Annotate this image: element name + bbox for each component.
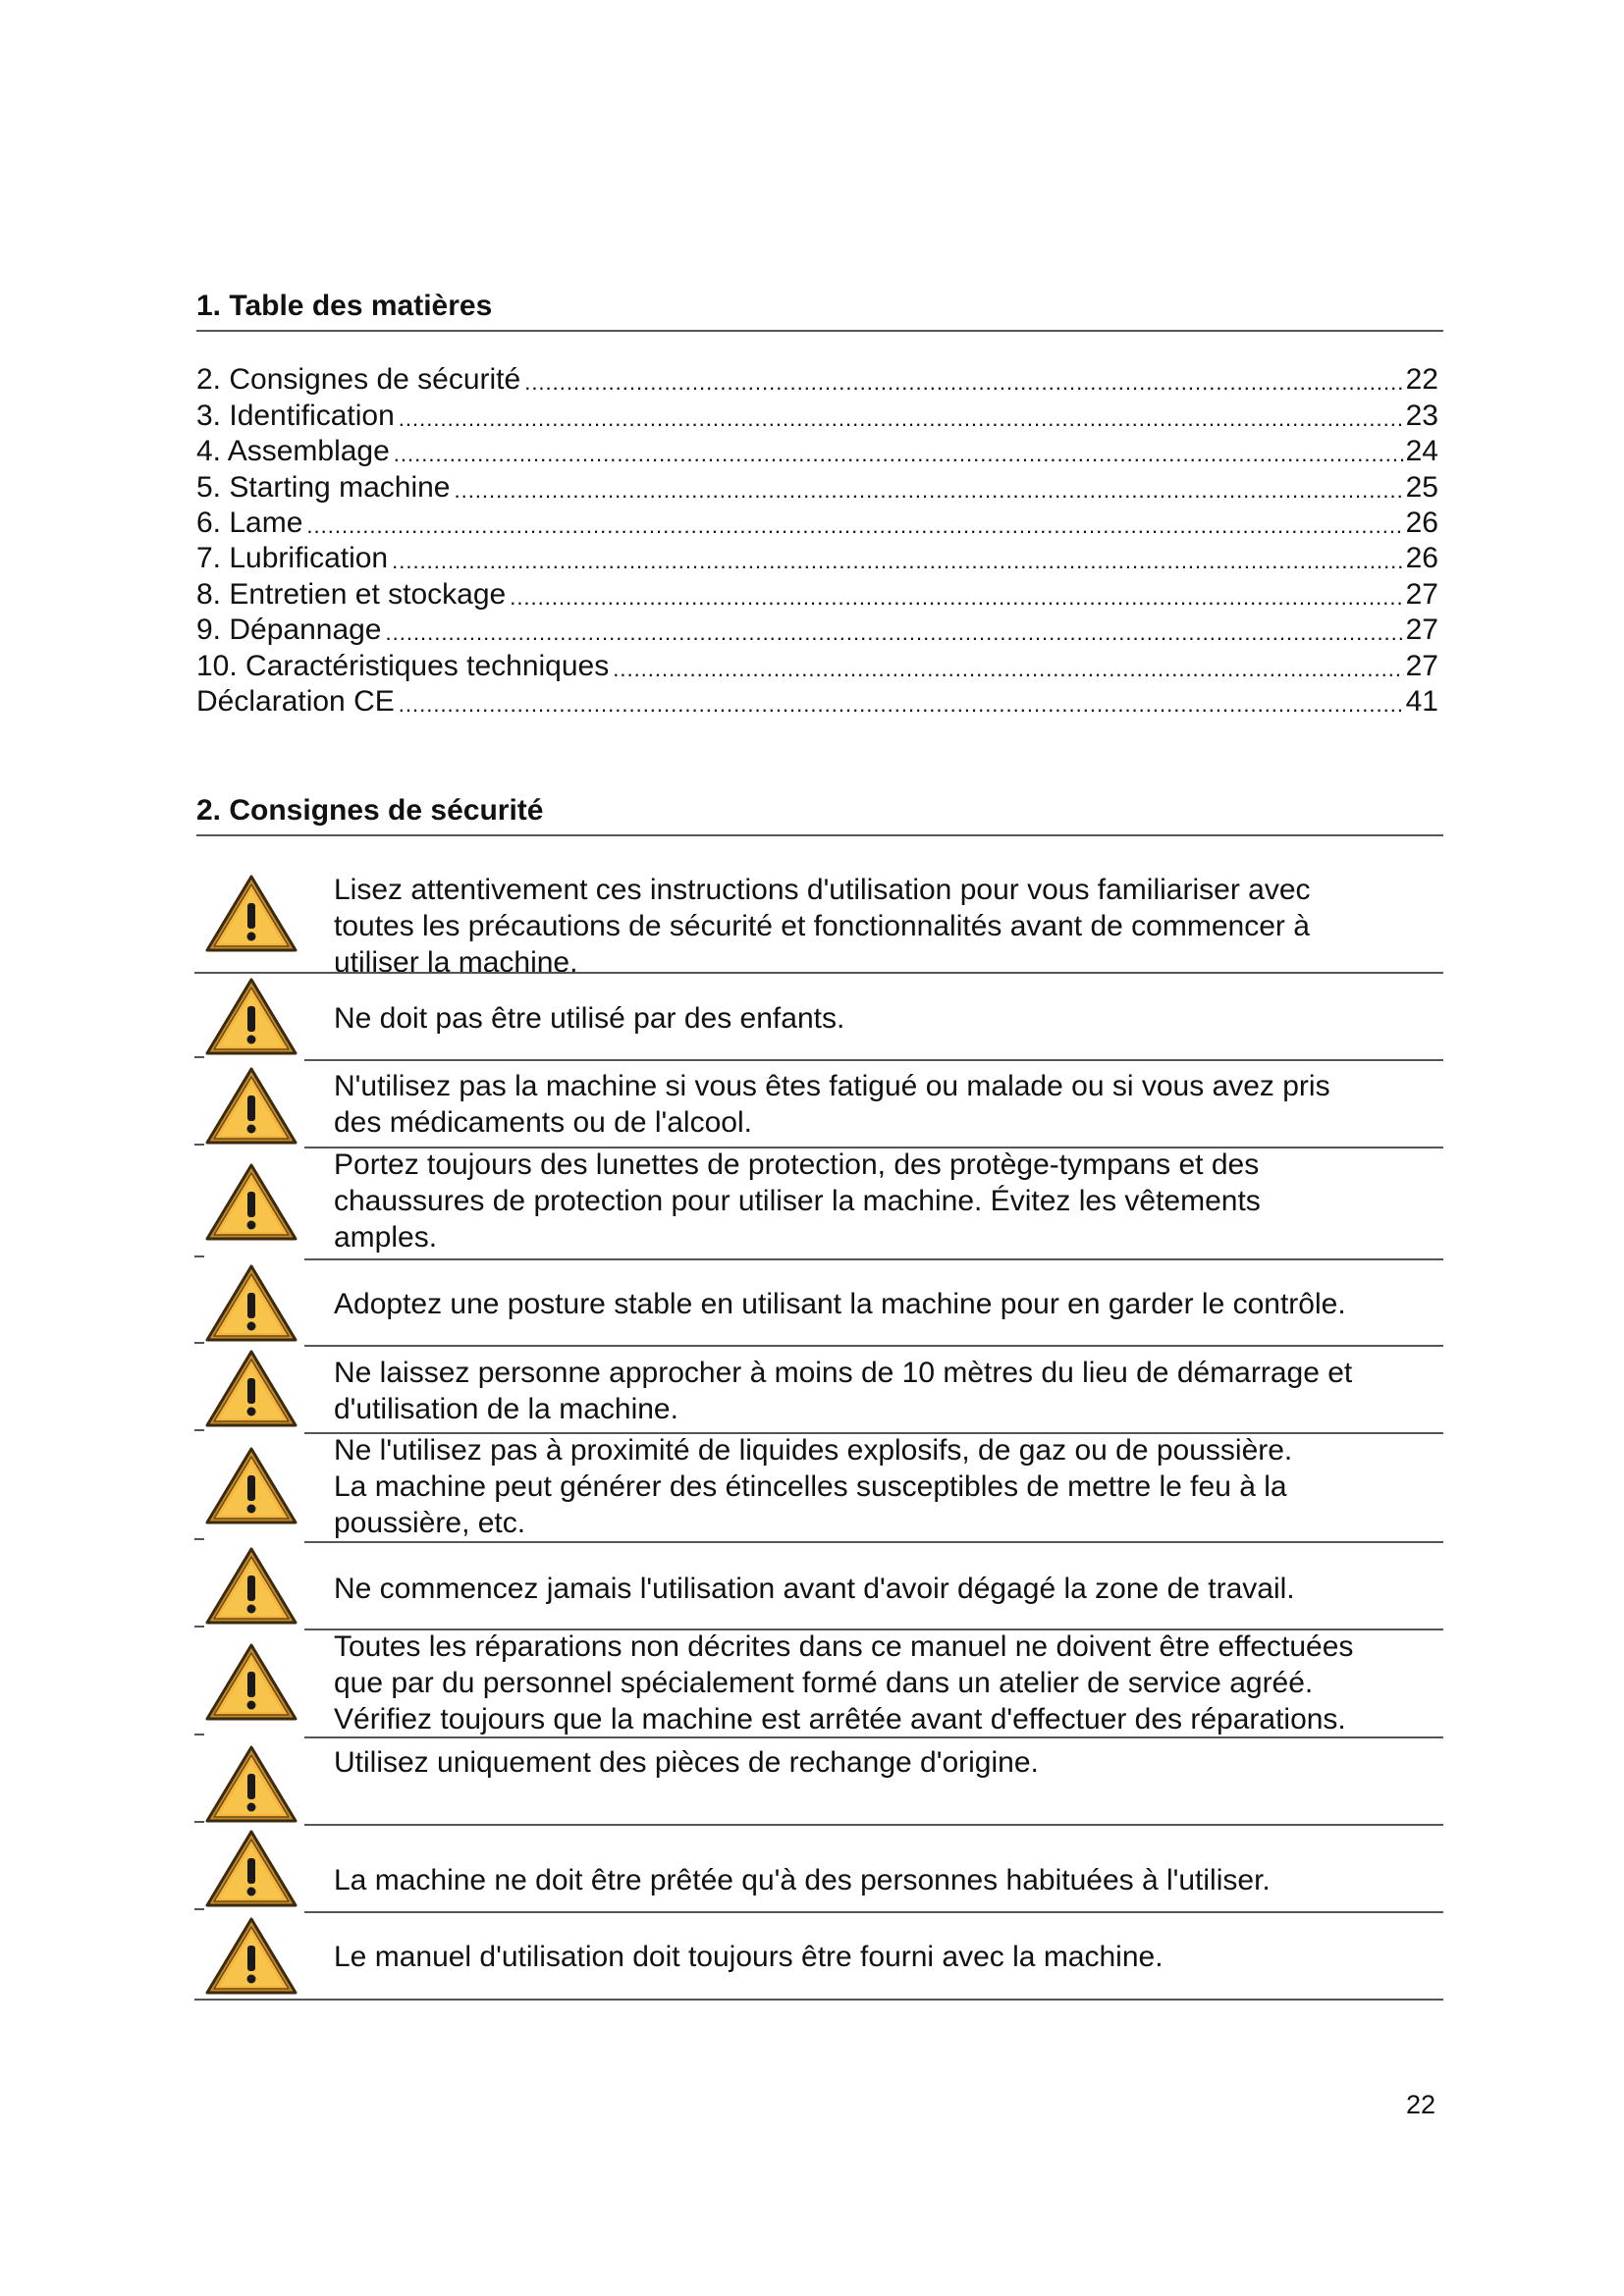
- row-divider: [194, 1999, 1443, 2001]
- safety-instruction: [194, 1911, 1443, 1999]
- instruction-line: toutes les précautions de sécurité et fonctionnalités avant de commencer à: [334, 910, 1310, 942]
- safety-instruction-text: [334, 1939, 1443, 1975]
- safety-instruction: [194, 862, 1443, 979]
- safety-instruction-text: [334, 1147, 1443, 1255]
- instruction-line: que par du personnel spécialement formé dans un atelier de service agréé.: [334, 1667, 1314, 1699]
- instruction-line: des médicaments ou de l'alcool.: [334, 1106, 752, 1139]
- toc-dot-leader: [386, 618, 1404, 648]
- safety-instruction-text: [334, 1286, 1443, 1322]
- instruction-line: Lisez attentivement ces instructions d'utilisation pour vous familiariser avec: [334, 874, 1311, 906]
- toc-entry: [196, 684, 1438, 720]
- instruction-line: amples.: [334, 1221, 438, 1254]
- safety-instruction: [194, 1147, 1443, 1258]
- safety-instruction: [194, 1432, 1443, 1541]
- row-tick: [194, 1056, 204, 1058]
- toc-heading: 1. Table des matières: [196, 289, 1443, 332]
- instruction-line: Ne laissez personne approcher à moins de 10 mètres du lieu de démarrage et: [334, 1357, 1353, 1389]
- toc-dot-leader: [392, 547, 1404, 576]
- row-tick: [194, 1734, 204, 1735]
- row-tick: [194, 1342, 204, 1344]
- toc-entry-label: 5. Starting machine: [196, 470, 451, 504]
- toc-entry-label: 8. Entretien et stockage: [196, 577, 507, 611]
- safety-instruction: [194, 1059, 1443, 1147]
- toc-entry-label: 10. Caractéristiques techniques: [196, 649, 610, 682]
- row-tick: [194, 1538, 204, 1540]
- toc-dot-leader: [454, 476, 1403, 506]
- instruction-line: Le manuel d'utilisation doit toujours être fourni avec la machine.: [334, 1941, 1164, 1973]
- toc-entry: [196, 613, 1438, 648]
- instruction-line: Utilisez uniquement des pièces de rechange d'origine.: [334, 1746, 1039, 1779]
- toc-entry: [196, 398, 1438, 433]
- instruction-line: poussière, etc.: [334, 1507, 526, 1539]
- safety-instruction-text: [334, 1571, 1443, 1607]
- warning-triangle-icon: [204, 1446, 298, 1526]
- warning-triangle-icon: [204, 1642, 298, 1723]
- row-tick: [194, 1626, 204, 1628]
- instruction-line: chaussures de protection pour utiliser la machine. Évitez les vêtements: [334, 1185, 1261, 1217]
- row-tick: [194, 1908, 204, 1910]
- toc-entry-label: 4. Assemblage: [196, 435, 390, 468]
- row-tick: [194, 1255, 204, 1257]
- warning-triangle-icon: [204, 1916, 298, 1997]
- row-tick: [194, 1144, 204, 1146]
- safety-instruction: [194, 1736, 1443, 1824]
- safety-instruction: [194, 1258, 1443, 1345]
- toc-entry-page: 26: [1405, 506, 1438, 539]
- warning-triangle-icon: [204, 1162, 298, 1243]
- toc-entry-label: 9. Dépannage: [196, 614, 382, 647]
- toc-entry: [196, 362, 1438, 398]
- toc-entry: [196, 541, 1438, 576]
- instruction-line: Adoptez une posture stable en utilisant la machine pour en garder le contrôle.: [334, 1288, 1346, 1320]
- toc-entry: [196, 434, 1438, 469]
- warning-triangle-icon: [204, 1829, 298, 1909]
- safety-heading: 2. Consignes de sécurité: [196, 793, 1443, 836]
- instruction-line: Vérifiez toujours que la machine est arrêtée avant d'effectuer des réparations.: [334, 1703, 1346, 1735]
- toc-entry-page: 27: [1405, 577, 1438, 611]
- warning-triangle-icon: [204, 1263, 298, 1344]
- safety-instruction: [194, 1824, 1443, 1911]
- toc-entry-page: 41: [1405, 684, 1438, 718]
- instruction-line: La machine peut générer des étincelles susceptibles de mettre le feu à la: [334, 1470, 1287, 1503]
- safety-instruction-text: [334, 1629, 1443, 1737]
- safety-instruction-text: [334, 1068, 1443, 1141]
- toc-entry-label: 3. Identification: [196, 399, 395, 432]
- page-number: 22: [1406, 2090, 1436, 2119]
- toc-entry-page: 22: [1405, 363, 1438, 397]
- warning-triangle-icon: [204, 1546, 298, 1627]
- toc-dot-leader: [399, 690, 1404, 720]
- warning-triangle-icon: [204, 874, 298, 954]
- row-tick: [194, 1429, 204, 1431]
- safety-instruction-text: [334, 1355, 1443, 1427]
- safety-instruction-text: [334, 1862, 1443, 1898]
- toc-dot-leader: [399, 404, 1404, 434]
- toc-entry-label: 7. Lubrification: [196, 542, 389, 575]
- toc-entry-label: Déclaration CE: [196, 684, 395, 718]
- instruction-line: La machine ne doit être prêtée qu'à des personnes habituées à l'utiliser.: [334, 1864, 1271, 1896]
- toc-entry: [196, 469, 1438, 505]
- toc-entry-page: 23: [1405, 399, 1438, 432]
- instruction-line: Ne commencez jamais l'utilisation avant d'avoir dégagé la zone de travail.: [334, 1573, 1295, 1605]
- instruction-line: Ne doit pas être utilisé par des enfants.: [334, 1002, 845, 1035]
- safety-instruction-text: [334, 872, 1443, 981]
- safety-instruction: [194, 1345, 1443, 1432]
- toc-dot-leader: [613, 655, 1403, 684]
- toc-entry: [196, 576, 1438, 612]
- warning-triangle-icon: [204, 1066, 298, 1147]
- safety-instruction-text: [334, 1744, 1443, 1781]
- safety-instruction: [194, 1629, 1443, 1736]
- warning-triangle-icon: [204, 1744, 298, 1825]
- warning-triangle-icon: [204, 1349, 298, 1429]
- row-tick: [194, 1821, 204, 1823]
- instruction-line: d'utilisation de la machine.: [334, 1393, 678, 1425]
- instruction-line: N'utilisez pas la machine si vous êtes fatigué ou malade ou si vous avez pris: [334, 1070, 1330, 1102]
- toc-entry-page: 27: [1405, 614, 1438, 647]
- toc-entry-page: 27: [1405, 649, 1438, 682]
- safety-instruction: [194, 972, 1443, 1059]
- table-of-contents: [196, 362, 1438, 720]
- toc-dot-leader: [524, 368, 1403, 398]
- instruction-line: Toutes les réparations non décrites dans ce manuel ne doivent être effectuées: [334, 1630, 1354, 1663]
- safety-instruction: [194, 1541, 1443, 1629]
- safety-instruction-text: [334, 1000, 1443, 1037]
- toc-dot-leader: [510, 583, 1403, 613]
- toc-entry-page: 24: [1405, 435, 1438, 468]
- toc-entry: [196, 648, 1438, 683]
- toc-entry-label: 6. Lame: [196, 506, 303, 539]
- toc-dot-leader: [394, 440, 1404, 469]
- toc-entry: [196, 506, 1438, 541]
- warning-triangle-icon: [204, 977, 298, 1057]
- toc-entry-page: 25: [1405, 470, 1438, 504]
- instruction-line: Ne l'utilisez pas à proximité de liquides explosifs, de gaz ou de poussière.: [334, 1434, 1293, 1467]
- safety-instruction-text: [334, 1432, 1443, 1541]
- instruction-line: utiliser la machine.: [334, 946, 578, 979]
- toc-dot-leader: [306, 511, 1403, 541]
- toc-entry-label: 2. Consignes de sécurité: [196, 363, 521, 397]
- toc-entry-page: 26: [1405, 542, 1438, 575]
- instruction-line: Portez toujours des lunettes de protection, des protège-tympans et des: [334, 1148, 1260, 1181]
